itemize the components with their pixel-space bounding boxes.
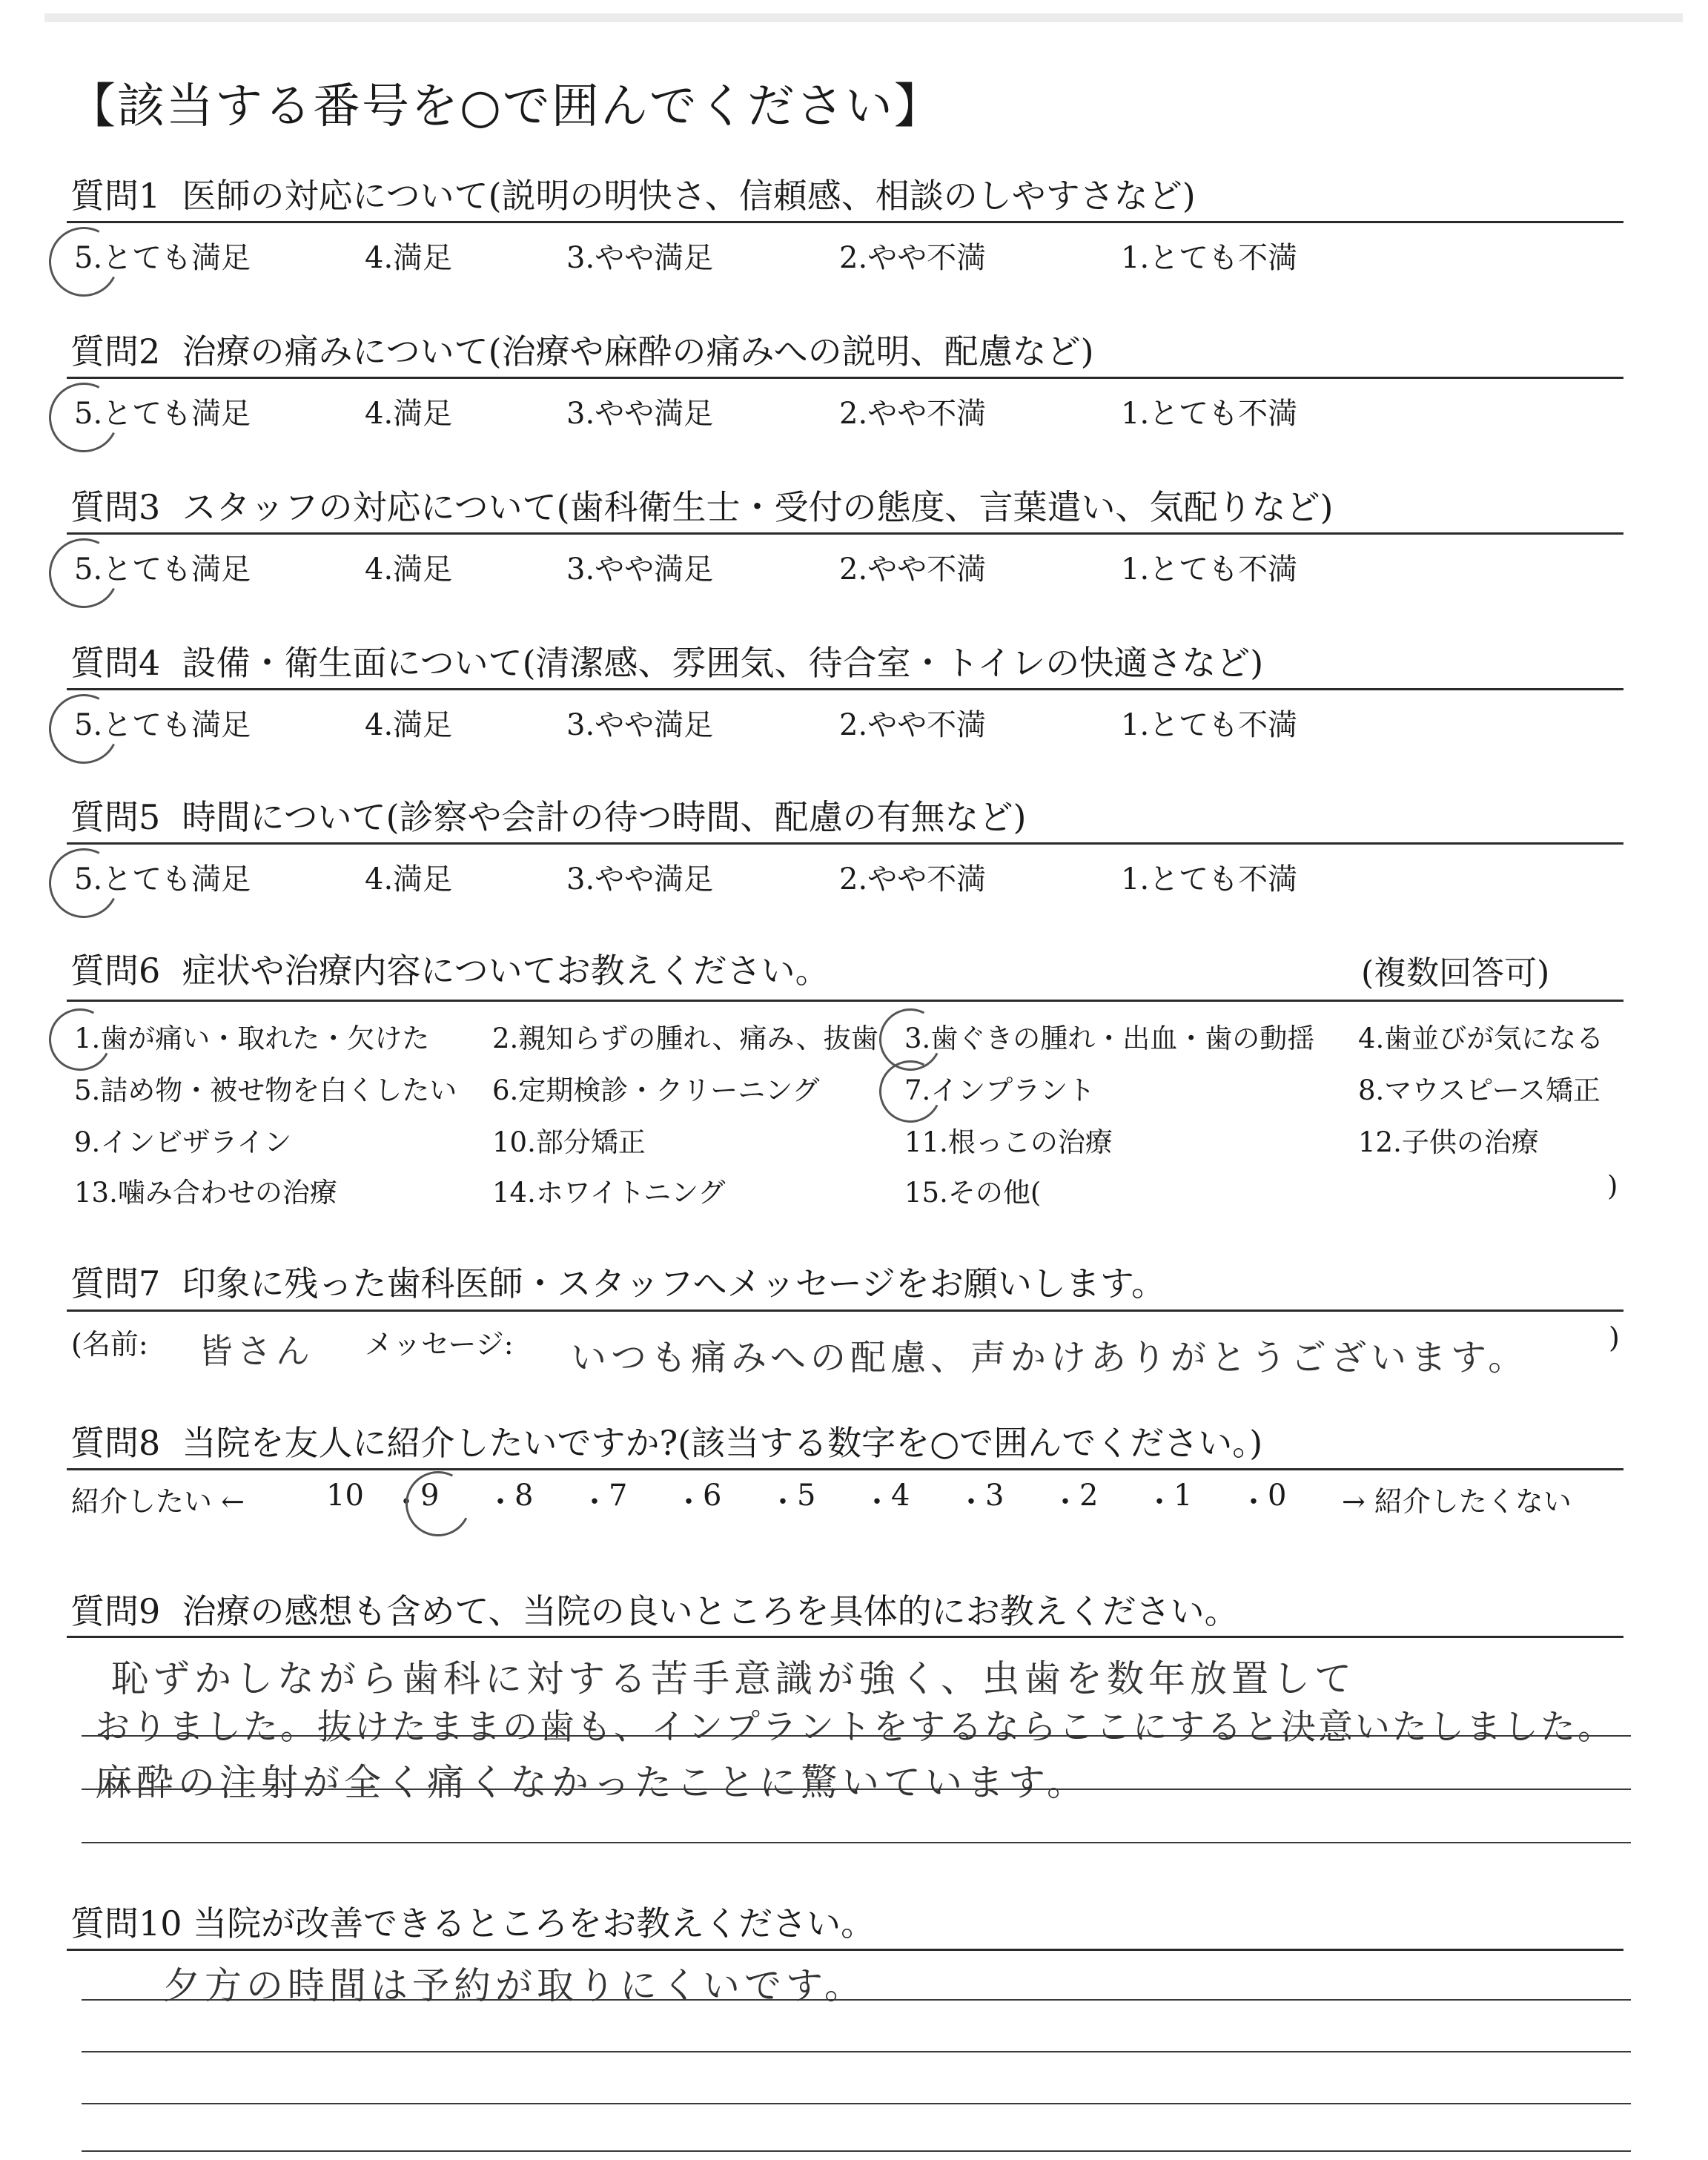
q5-rule <box>67 842 1623 845</box>
q5-option-1[interactable]: 1.とても不満 <box>1121 862 1298 896</box>
q6-option-15[interactable]: 15.その他( <box>904 1177 1042 1209</box>
q10-line-3 <box>82 2103 1631 2104</box>
q8-selection-mark <box>397 1463 480 1545</box>
q5-title <box>70 790 1027 839</box>
q8-scale-6[interactable]: 6 <box>703 1479 722 1513</box>
q8-scale-separator: ・ <box>674 1485 704 1519</box>
q2-option-4[interactable]: 4.満足 <box>365 397 453 431</box>
q3-option-3[interactable]: 3.やや満足 <box>566 552 714 587</box>
q4-option-5[interactable]: 5.とても満足 <box>74 708 251 742</box>
q8-left-label: 紹介したい ← <box>71 1485 245 1518</box>
q6-option-5[interactable]: 5.詰め物・被せ物を白くしたい <box>74 1074 457 1106</box>
q6-option-13[interactable]: 13.噛み合わせの治療 <box>74 1177 337 1209</box>
q6-option-3[interactable]: 3.歯ぐきの腫れ・出血・歯の動揺 <box>904 1023 1315 1054</box>
q9-rule <box>67 1636 1623 1638</box>
q5-option-4[interactable]: 4.満足 <box>365 862 453 896</box>
q8-scale-7[interactable]: 7 <box>609 1479 628 1513</box>
q6-text: 症状や治療内容についてお教えください。 <box>182 951 830 991</box>
q4-option-1[interactable]: 1.とても不満 <box>1121 708 1298 742</box>
q4-title <box>70 636 1263 685</box>
q6-option-6[interactable]: 6.定期検診・クリーニング <box>492 1074 820 1106</box>
q1-option-5[interactable]: 5.とても満足 <box>74 241 251 275</box>
q1-option-2[interactable]: 2.やや不満 <box>839 241 987 275</box>
q1-option-3[interactable]: 3.やや満足 <box>566 241 714 275</box>
q8-scale-separator: ・ <box>580 1485 609 1519</box>
q1-label: 質問1 <box>70 176 161 216</box>
q8-rule <box>67 1468 1623 1470</box>
q7-title <box>70 1257 1165 1306</box>
q6-option-8[interactable]: 8.マウスピース矯正 <box>1358 1074 1601 1106</box>
q8-scale-3[interactable]: 3 <box>985 1479 1004 1513</box>
q9-answer-line-3[interactable]: 麻酔の注射が全く痛くなかったことに驚いています。 <box>95 1761 1088 1804</box>
q8-scale-2[interactable]: 2 <box>1079 1479 1099 1513</box>
q7-rule <box>67 1309 1623 1312</box>
q10-line-2 <box>82 2051 1631 2052</box>
q4-rule <box>67 688 1623 690</box>
q4-option-4[interactable]: 4.満足 <box>365 708 453 742</box>
q7-close: ) <box>1609 1321 1620 1354</box>
q8-scale-separator: ・ <box>862 1485 892 1519</box>
q3-text: スタッフの対応について(歯科衛生士・受付の態度、言葉遣い、気配りなど) <box>182 487 1334 527</box>
q1-text: 医師の対応について(説明の明快さ、信頼感、相談のしやすさなど) <box>182 176 1196 216</box>
q5-option-5[interactable]: 5.とても満足 <box>74 862 251 896</box>
q2-text: 治療の痛みについて(治療や麻酔の痛みへの説明、配慮など) <box>182 331 1094 371</box>
q8-scale-separator: ・ <box>768 1485 798 1519</box>
q7-name-label: (名前: <box>71 1328 148 1361</box>
q3-option-2[interactable]: 2.やや不満 <box>839 552 987 587</box>
q6-option-10[interactable]: 10.部分矯正 <box>492 1126 646 1158</box>
q8-text: 当院を友人に紹介したいですか?(該当する数字を○で囲んでください。) <box>182 1423 1263 1463</box>
q6-note: (複数回答可) <box>1361 954 1550 992</box>
q9-answer-line-1[interactable]: 恥ずかしながら歯科に対する苦手意識が強く、虫歯を数年放置して <box>111 1657 1356 1700</box>
q10-title <box>70 1897 875 1946</box>
q6-option-11[interactable]: 11.根っこの治療 <box>904 1126 1113 1158</box>
q8-scale-separator: ・ <box>1145 1485 1174 1519</box>
q1-title <box>70 169 1196 218</box>
q8-scale-separator: ・ <box>486 1485 515 1519</box>
q5-option-3[interactable]: 3.やや満足 <box>566 862 714 896</box>
q3-selection-mark <box>40 529 128 617</box>
q3-title <box>70 480 1334 529</box>
q6-option-other-close: ) <box>1607 1170 1618 1202</box>
q8-scale-0[interactable]: 0 <box>1268 1479 1287 1513</box>
q1-option-4[interactable]: 4.満足 <box>365 241 453 275</box>
q4-option-3[interactable]: 3.やや満足 <box>566 708 714 742</box>
q9-label: 質問9 <box>70 1591 161 1631</box>
q5-text: 時間について(診察や会計の待つ時間、配慮の有無など) <box>182 797 1027 837</box>
q6-title <box>70 944 830 993</box>
q8-scale-separator: ・ <box>391 1485 421 1519</box>
q7-label: 質問7 <box>70 1264 161 1304</box>
q10-answer-line-1[interactable]: 夕方の時間は予約が取りにくいです。 <box>163 1964 866 2007</box>
q8-scale-separator: ・ <box>1050 1485 1080 1519</box>
q3-label: 質問3 <box>70 487 161 527</box>
q2-option-3[interactable]: 3.やや満足 <box>566 397 714 431</box>
q3-option-5[interactable]: 5.とても満足 <box>74 552 251 587</box>
q8-scale-4[interactable]: 4 <box>891 1479 910 1513</box>
q6-option-2[interactable]: 2.親知らずの腫れ、痛み、抜歯 <box>492 1023 878 1054</box>
q6-label: 質問6 <box>70 951 161 991</box>
q6-rule <box>67 1000 1623 1002</box>
q9-line-3 <box>82 1842 1631 1843</box>
q8-scale-5[interactable]: 5 <box>797 1479 816 1513</box>
q4-text: 設備・衛生面について(清潔感、雰囲気、待合室・トイレの快適さなど) <box>182 643 1264 683</box>
q8-right-label: → 紹介したくない <box>1342 1485 1572 1518</box>
q8-title <box>70 1416 1262 1465</box>
q2-option-5[interactable]: 5.とても満足 <box>74 397 251 431</box>
q8-scale-1[interactable]: 1 <box>1174 1479 1193 1513</box>
q5-option-2[interactable]: 2.やや不満 <box>839 862 987 896</box>
q2-rule <box>67 377 1623 379</box>
q10-line-4 <box>82 2150 1631 2152</box>
q10-label: 質問10 <box>70 1903 182 1943</box>
q3-rule <box>67 532 1623 535</box>
q5-label: 質問5 <box>70 797 161 837</box>
q10-rule <box>67 1949 1623 1951</box>
q5-selection-mark <box>40 839 128 927</box>
q8-scale-separator: ・ <box>1239 1485 1268 1519</box>
q1-selection-mark <box>40 218 128 305</box>
q8-scale-10[interactable]: 10 <box>326 1479 364 1513</box>
q8-scale-8[interactable]: 8 <box>514 1479 534 1513</box>
q7-name-value[interactable]: 皆さん <box>199 1331 314 1371</box>
q7-message-label: メッセージ: <box>365 1328 514 1361</box>
q8-scale-separator: ・ <box>956 1485 986 1519</box>
q6-option-9[interactable]: 9.インビザライン <box>74 1126 292 1158</box>
q2-option-2[interactable]: 2.やや不満 <box>839 397 987 431</box>
q1-option-1[interactable]: 1.とても不満 <box>1121 241 1298 275</box>
q4-option-2[interactable]: 2.やや不満 <box>839 708 987 742</box>
q6-option-14[interactable]: 14.ホワイトニング <box>492 1177 726 1209</box>
q8-scale-9[interactable]: 9 <box>420 1479 440 1513</box>
q7-message-value[interactable]: いつも痛みへの配慮、声かけありがとうございます。 <box>571 1337 1529 1378</box>
q6-option-12[interactable]: 12.子供の治療 <box>1358 1126 1539 1158</box>
q10-text: 当院が改善できるところをお教えください。 <box>193 1903 875 1943</box>
q9-answer-line-2[interactable]: おりました。抜けたままの歯も、インプラントをするならここにすると決意いたしました。 <box>95 1707 1615 1748</box>
q2-label: 質問2 <box>70 331 161 371</box>
q6-option-1[interactable]: 1.歯が痛い・取れた・欠けた <box>74 1023 430 1054</box>
q7-text: 印象に残った歯科医師・スタッフへメッセージをお願いします。 <box>182 1264 1166 1304</box>
q9-text: 治療の感想も含めて、当院の良いところを具体的にお教えください。 <box>182 1591 1239 1631</box>
q1-rule <box>67 221 1623 223</box>
q2-title <box>70 325 1094 374</box>
q3-option-1[interactable]: 1.とても不満 <box>1121 552 1298 587</box>
q8-label: 質問8 <box>70 1423 161 1463</box>
q6-option-4[interactable]: 4.歯並びが気になる <box>1358 1023 1604 1054</box>
q2-selection-mark <box>40 374 128 461</box>
q4-label: 質問4 <box>70 643 161 683</box>
q6-option-7[interactable]: 7.インプラント <box>904 1074 1096 1106</box>
q2-option-1[interactable]: 1.とても不満 <box>1121 397 1298 431</box>
q9-title <box>70 1585 1239 1634</box>
q4-selection-mark <box>40 685 128 773</box>
q3-option-4[interactable]: 4.満足 <box>365 552 453 587</box>
form-heading: 【該当する番号を○で囲んでください】 <box>68 79 943 134</box>
